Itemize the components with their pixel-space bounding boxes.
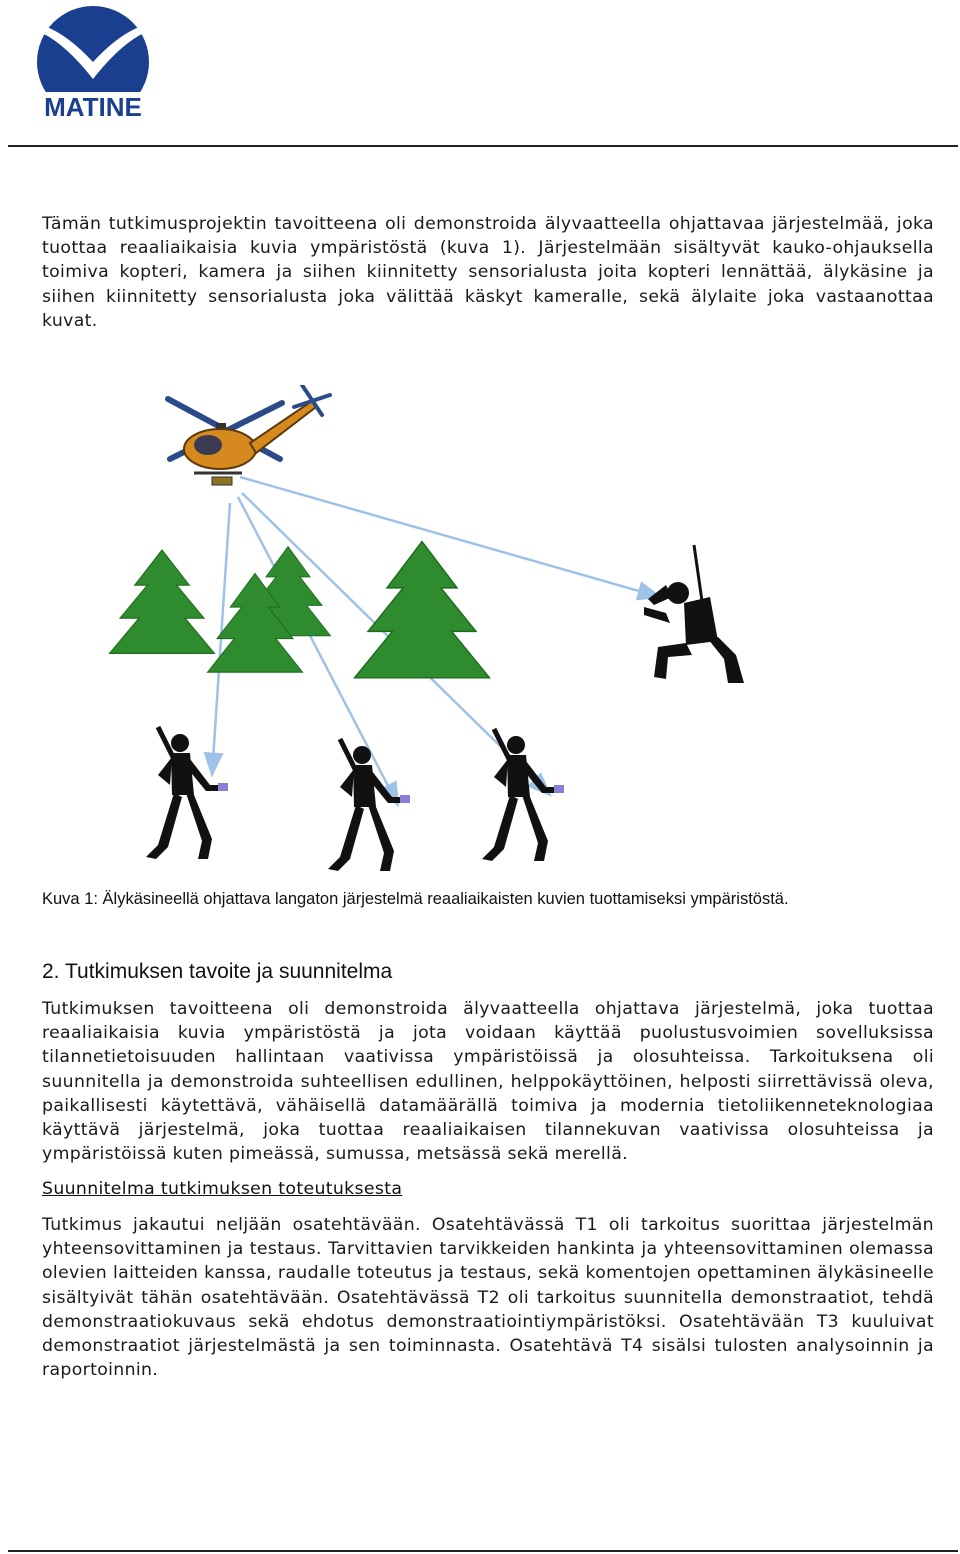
logo-text: MATINE	[44, 92, 142, 122]
kneeling-soldier-icon	[644, 545, 744, 683]
figure-caption: Kuva 1: Älykäsineellä ohjattava langaton järjestelmä reaaliaikaisten kuvien tuottamiseksi ympäristöstä.	[42, 890, 789, 908]
header-divider	[8, 145, 958, 147]
matine-logo-mark	[22, 4, 164, 124]
figure-svg	[100, 385, 760, 880]
section-heading: 2. Tutkimuksen tavoite ja suunnitelma	[42, 960, 393, 983]
walking-soldier-icon	[146, 727, 564, 871]
helicopter-icon	[168, 385, 330, 485]
intro-paragraph: Tämän tutkimusprojektin tavoitteena oli demonstroida älyvaatteella ohjattavaa järjestelmää, joka tuottaa reaaliaikaisia kuvia ympäristöstä (kuva 1). Järjestelmään sisältyvät kauko-ohjauksella toimiva kopteri, kamera ja siihen kiinnitetty sensorialusta joita kopteri lennättää, älykäsine ja siihen kiinnitetty sensorialusta joka välittää käskyt kameralle, sekä älylaite joka vastaanottaa kuvat.	[42, 214, 934, 331]
section-subheading: Suunnitelma tutkimuksen toteutuksesta	[42, 1179, 403, 1199]
matine-logo	[22, 4, 164, 124]
section-paragraph: Tutkimuksen tavoitteena oli demonstroida älyvaatteella ohjattava järjestelmä, joka tuottaa reaaliaikaisia kuvia ympäristöstä ja jota voidaan käyttää puolustusvoimien sovelluksissa tilannetietoisuuden hallintaan vaativissa ympäristöissä ja olosuhteissa. Tarkoituksena oli suunnitella ja demonstroida suhteellisen edullinen, helppokäyttöinen, helposti siirrettävissä oleva, paikallisesti käytettävä, vähäisellä datamäärällä toimiva ja modernia tietoliikenneteknologiaa käyttävä järjestelmä, joka tuottaa reaaliaikaisen tilannekuvan vaativissa olosuhteissa ja ympäristöissä kuten pimeässä, sumussa, metsässä sekä merellä.	[42, 999, 934, 1165]
footer-divider	[8, 1550, 958, 1552]
plan-paragraph: Tutkimus jakautui neljään osatehtävään. Osatehtävässä T1 oli tarkoitus suorittaa järjestelmän yhteensovittaminen ja testaus. Tarvittavien tarvikkeiden hankinta ja yhteensovittaminen olemassa olevien laitteiden kanssa, raudalle toteutus ja testaus, sekä komentojen opettaminen älykäsineelle sisältyivät tähän osatehtävään. Osatehtävässä T2 oli tarkoitus suunnitella demonstraatiot, tehdä demonstraatiokuvaus sekä ehdotus demonstraatiointiympäristöksi. Osatehtävään T3 kuuluivat demonstraatiot järjestelmästä ja sen toiminnasta. Osatehtävä T4 sisälsi tulosten analysoinnin ja raportoinnin.	[42, 1215, 934, 1381]
figure-illustration	[100, 385, 760, 880]
tree-icon	[110, 542, 490, 678]
